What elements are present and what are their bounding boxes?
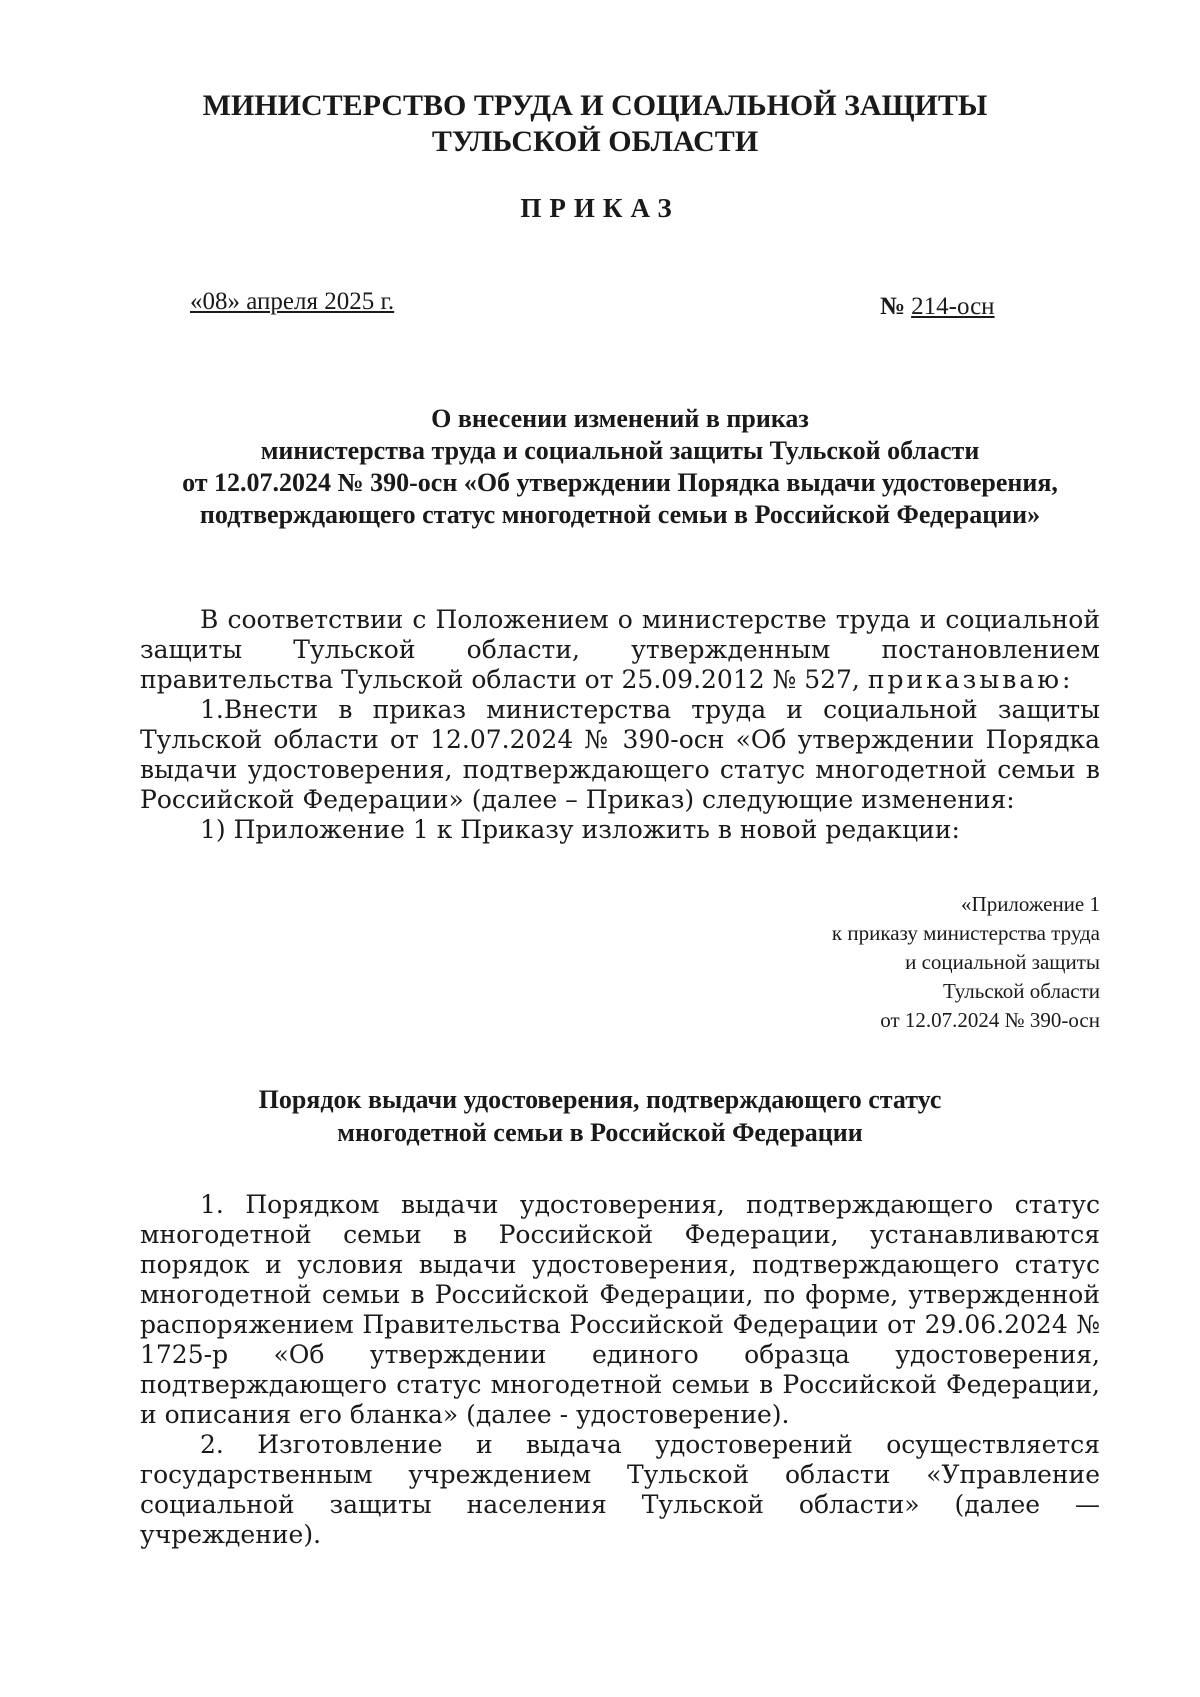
title-line-3: от 12.07.2024 № 390-осн «Об утверждении Порядка выдачи удостоверения,	[182, 468, 1058, 497]
document-date: «08» апреля 2025 г.	[190, 288, 395, 315]
number-value: 214-осн	[911, 293, 995, 320]
appendix-line-5: от 12.07.2024 № 390-осн	[880, 1008, 1100, 1032]
appendix-line-1: «Приложение 1	[961, 892, 1100, 916]
procedure-body	[140, 1190, 1100, 1550]
document-type: ПРИКАЗ	[520, 193, 680, 223]
preamble-text: В соответствии с Положением о министерстве труда и социальной защиты Тульской области, утвержденным постановлением правительства Тульской области от 25.09.2012 № 527,	[140, 605, 1100, 694]
title-line-4: подтверждающего статус многодетной семьи в Российской Федерации»	[199, 500, 1041, 529]
order-body	[140, 605, 1100, 845]
preamble-paragraph	[140, 605, 1100, 695]
procedure-item-1: 1. Порядком выдачи удостоверения, подтверждающего статус многодетной семьи в Российской Федерации, устанавливаются порядок и условия выдачи удостоверения, подтверждающего статус многодетной семьи в Российской Федерации, по форме, утвержденной распоряжением Правительства Российской Федерации от 29.06.2024 № 1725-р «Об утверждении единого образца удостоверения, подтверждающего статус многодетной семьи в Российской Федерации, и описания его бланка» (далее - удостоверение).	[140, 1190, 1100, 1429]
title-line-1: О внесении изменений в приказ	[431, 404, 809, 433]
number-label: №	[880, 293, 906, 320]
procedure-title	[200, 1083, 1000, 1149]
appendix-line-4: Тульской области	[942, 979, 1100, 1003]
document-title	[140, 403, 1100, 531]
procedure-title-line-2: многодетной семьи в Российской Федерации	[337, 1118, 863, 1147]
ministry-line-2: ТУЛЬСКОЙ ОБЛАСТИ	[431, 125, 759, 158]
ministry-name	[200, 88, 990, 160]
item-1-paragraph: 1.Внести в приказ министерства труда и социальной защиты Тульской области от 12.07.2024 № 390-осн «Об утверждении Порядка выдачи удостоверения, подтверждающего статус многодетной семьи в Российской Федерации» (далее – Приказ) следующие изменения:	[140, 695, 1100, 814]
document-number	[880, 293, 995, 321]
ministry-line-1: МИНИСТЕРСТВО ТРУДА И СОЦИАЛЬНОЙ ЗАЩИТЫ	[202, 89, 988, 122]
appendix-line-3: и социальной защиты	[905, 950, 1100, 974]
procedure-title-line-1: Порядок выдачи удостоверения, подтверждающего статус	[258, 1085, 942, 1114]
subitem-1-paragraph: 1) Приложение 1 к Приказу изложить в новой редакции:	[200, 815, 960, 844]
procedure-item-2: 2. Изготовление и выдача удостоверений осуществляется государственным учреждением Тульской области «Управление социальной защиты населения Тульской области» (далее — учреждение).	[140, 1430, 1100, 1549]
appendix-header	[600, 890, 1100, 1035]
title-line-2: министерства труда и социальной защиты Тульской области	[260, 436, 980, 465]
appendix-line-2: к приказу министерства труда	[831, 921, 1100, 945]
decree-word: приказываю:	[867, 665, 1074, 694]
